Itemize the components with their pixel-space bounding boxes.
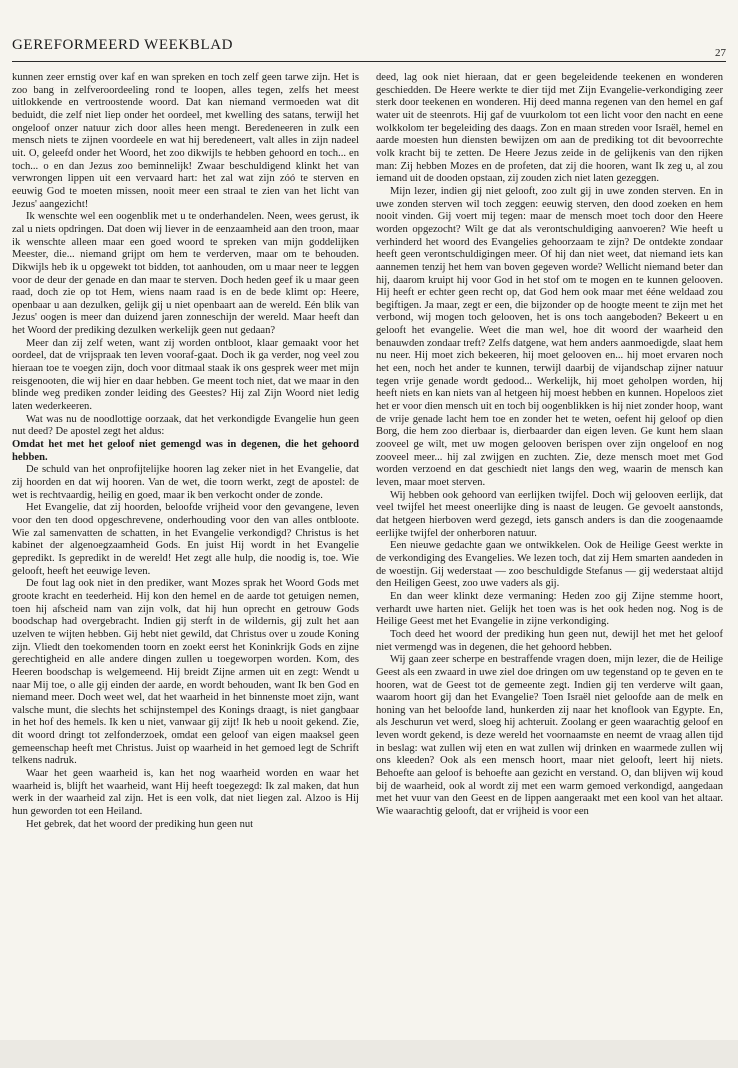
page-header: [12, 29, 726, 62]
paragraph: Een nieuwe gedachte gaan we ontwikkelen. Ook de Heilige Geest werkte in de verkondiging des Evangelies. We lezen toch, dat zij Hem smarten aandeden in de woestijn. Gij wederstaat — zoo beschuldigde Stefanus — gij wederstaat altijd den Heiligen Geest, zoo uwe vaders als gij.: [376, 540, 723, 590]
paragraph: Ik wenschte wel een oogenblik met u te onderhandelen. Neen, wees gerust, ik zal u niets opdringen. Dat doen wij liever in de eenzaamheid aan den troon, maar ik wenschte alleen maar een goed woord te spreken van mijn goddelijken Meester, die... niemand grijpt om hem te verderven, maar om te behouden. Dikwijls heb ik u opgewekt tot bidden, tot aanhouden, om u maar neer te leggen voor de deur der genade en dan maar te sterven. Doch heden geef ik u maar geen raad, doch zie op tot Hem, wiens naam raad is en de bede klimt op: Heere, openbaar u aan dezulken, gelijk gij u niet openbaart aan de wereld. Eén blik van Jezus' oogen is meer dan duizend jaren zonneschijn der wereld. Maar heeft dan het Woord der prediking dezulken werkelijk geen nut gedaan?: [12, 211, 359, 337]
right-text-column: [376, 72, 723, 1030]
paragraph: Het Evangelie, dat zij hoorden, beloofde vrijheid voor den gevangene, leven voor den ten dood opgeschrevene, onderhouding voor den van alles ontbloote. Wie zal samenvatten de schatten, in het Evangelie verkondigd? Christus is het kabinet der algenoegzaamheid Gods. En juist Hij wordt in het Evangelie gepredikt. Is gepredikt in de wereld! Het zegt alle hulp, die noodig is, toe. Wie gelooft, heeft het eeuwige leven.: [12, 502, 359, 577]
paragraph: Wij gaan zeer scherpe en bestraffende vragen doen, mijn lezer, die de Heilige Geest als een zwaard in uwe ziel doe dringen om uw tegenstand op te geven en te hooren, wat de Geest tot de gemeente zegt. Indien gij ten verderve wilt gaan, waarom hoort gij dan het Evangelie? Toen Israël niet geloofde aan de melk en honing van het beloofde land, hunkerden zij naar het knoflook van Egypte. En, als Jeschurun vet werd, sloeg hij achteruit. Zoolang er geen waarachtig geloof en leven wordt gekend, is deze wereld het voornaamste en neemt de vraag allen tijd in beslag: wat zullen wij eten en wat zullen wij drinken en waarmede zullen wij ons kleeden? Ook als een mensch hoort, maar niet gelooft, leert hij niets. Behoefte aan geloof is behoefte aan gezicht en verstand. O, dan blijven wij koud bij de waarheid, ook al wordt zij met een warm gemoed verkondigd, aangedaan met het vuur van den Geest en de lippen aangeraakt met een kool van het altaar. Wie waarachtig gelooft, dat er vrijheid is voor een: [376, 654, 723, 818]
paragraph: Het gebrek, dat het woord der prediking hun geen nut: [26, 818, 254, 830]
paragraph: deed, lag ook niet hieraan, dat er geen begeleidende teekenen en wonderen geschiedden. De Heere werkte te dier tijd met Zijn Evangelie-verkondiging zeer sterk door teekenen en wonderen. Hij deed manna regenen van den hemel en gaf water uit de steenrots. Hij gaf de vuurkolom tot een licht voor den nacht en eene wolkkolom ter begeleiding des daags. Zon en maan streden voor Israël, hemel en aarde moesten hun diensten bewijzen om aan de prediking tot dit bevoorrechte volk kracht bij te zetten. De Heere Jezus zeide in de gelijkenis van den rijken man: Zij hebben Mozes en de profeten, dat zij die hooren, want Ik zeg u, al zou iemand uit de dooden opstaan, zij zouden zich niet laten gezeggen.: [376, 72, 723, 185]
paragraph: En dan weer klinkt deze vermaning: Heden zoo gij Zijne stemme hoort, verhardt uwe harten niet. Gelijk het toen was is het ook heden nog. Nog is de Heilige Geest met het Evangelie in zijne verkondiging.: [376, 590, 723, 628]
page-number: 27: [715, 47, 726, 59]
paragraph: Wat was nu de noodlottige oorzaak, dat het verkondigde Evangelie hun geen nut deed? De apostel zegt het aldus:: [12, 413, 359, 438]
paragraph: kunnen zeer ernstig over kaf en wan spreken en toch zelf geen tarwe zijn. Het is zoo bang in zelfveroordeeling rond te loopen, alles tegen, zelfs het meest uitlokkende en vertroostende woord. Dat kan niemand vermoeden wat dit beduidt, die zelf niet liep onder het oordeel, met kwelling des satans, terwijl het ongeloof onzer natuur zich door alles heen mengt. Beredeneeren in zulk een mensch niets te zijnen voordeele en wat hij beredeneert, valt alles in zijn nadeel uit. O, geleefd onder het Woord, het zoo dikwijls te hebben gehoord en toch... en toch... o en dan Jezus zoo beminnelijk! Zwaar beschuldigend klinkt het van verwrongen lippen uit een vervaard hart: het zal wat zijn zóó te sterven en eeuwig God te moeten missen, nooit meer een straal te zien van het licht van Jezus' aangezicht!: [12, 72, 359, 210]
paragraph: Toch deed het woord der prediking hun geen nut, dewijl het met het geloof niet vermengd was in degenen, die het gehoord hebben.: [376, 628, 723, 653]
paragraph: Omdat het met het geloof niet gemengd was in degenen, die het gehoord hebben.: [12, 439, 359, 463]
left-text-column: [12, 72, 359, 1030]
page-bottom-margin: [0, 1040, 738, 1068]
paragraph: De schuld van het onprofijtelijke hooren lag zeker niet in het Evangelie, dat zij hoorden en dat wij hooren. Van de wet, die toorn werkt, zegt de apostel: de wet is rechtvaardig, heilig en goed, maar ik ben verkocht onder de zonde.: [12, 464, 359, 501]
paragraph: Meer dan zij zelf weten, want zij worden ontbloot, klaar gemaakt voor het oordeel, dat de vrijspraak ten leven vooraf-gaat. Doch ik ga verder, nog veel zou hieraan toe te voegen zijn, doch voor ditmaal staak ik ons gesprek weer met mijn reisgenooten, die wij hier en daar hebben. Ge meent toch niet, dat we maar in den blinde weg prediken zonder leiding des Geestes? Hij zal Zijn Woord niet ledig laten wederkeeren.: [12, 337, 359, 413]
paragraph: Wij hebben ook gehoord van eerlijken twijfel. Doch wij gelooven eerlijk, dat veel twijfel het meest oneerlijke ding is naast de leugen. Ge gevoelt aanstonds, dat hetgeen hierboven werd gezegd, iets gansch anders is dan die zoogenaamde eerlijke twijfel der onherboren natuur.: [376, 489, 723, 539]
publication-title: GEREFORMEERD WEEKBLAD: [12, 37, 234, 53]
paragraph: Mijn lezer, indien gij niet gelooft, zoo zult gij in uwe zonden sterven. En in uwe zonden sterven wil toch zeggen: eeuwig sterven, den dood zoeken en hem nooit vinden. Gij voert mij tegen: maar de mensch moet toch door den Heere worden opgezocht? Wilt ge dat als verontschuldiging aanvoeren? Wie heeft u verhinderd het woord des Evangelies gehoorzaam te zijn? De ontdekte zondaar heeft geen verontschuldigingen meer. Of hij dan niet weet, dat niemand iets kan aannemen tenzij het hem van boven gegeven worde? Wellicht niemand beter dan hij, daarom kruipt hij voor God in het stof om te mogen en te kunnen gelooven. Hij heeft er echter geen recht op, dat God hem ook maar met ééne weldaad zou begiftigen. Ja maar, zegt er een, die bijzonder op de hoogte meent te zijn met het verbond, wij mogen toch gelooven, het is ons toch aangeboden? Bekeert u en gelooft het evangelie. Weet die man wel, hoe dit woord der waarheid den benauwden zondaar treft? Zelfs datgene, wat hem anders aanmoedigde, slaat hem nu neer. Hij moet zich bekeeren, hij moet gelooven en... hij moet ervaren noch het een, noch het ander te kunnen, terwijl daarbij de vijandschap zijner natuur tegen vrije genade wordt gedood... Werkelijk, hij moet geholpen worden, hij heeft niets en kan niets van al hetgeen hij moest hebben en kunnen. Hopeloos ziet het er voor dien mensch uit en toch bij oogenblikken is hij niet zonder hoop, want de vrije genade lacht hem toe en zonder het te weten, oefent hij geloof op dien Borg, die hem zoo dierbaar is, dierbaarder dan eigen leven. Ge kunt hem slaan zooveel ge wilt, met uw mogen gelooven berispen over zijn ongeloof en nog zooveel meer... hij zal zwijgen en zuchten. Zie, deze mensch moet met God worden verzoend en dat geschiedt niet langs den weg, waarin de mensch kan leven, maar moet sterven.: [376, 185, 723, 488]
paragraph: Waar het geen waarheid is, kan het nog waarheid worden en waar het waarheid is, blijft het waarheid, want Hij heeft toegezegd: Ik zal maken, dat hun werk in der waarheid zal zijn. Het is een volk, dat niet liegen zal. Alzoo is Hij hun geworden tot een Heiland.: [12, 768, 359, 818]
paragraph: De fout lag ook niet in den prediker, want Mozes sprak het Woord Gods met groote kracht en teederheid. Hij kon den hemel en de aarde tot getuigen nemen, toen hij afscheid nam van zijn volk, dat hij hun oprecht en getrouw Gods boodschap had overgebracht. Indien gij sterft in de wildernis, gij zult het aan uzelven te wijten hebben. Gij hebt niet gewild, dat Christus over u zoude Koning zijn. Vliedt den toekomenden toorn en zoekt eerst het Koninkrijk Gods en zijne gerechtigheid en alle andere dingen zullen u toegeworpen worden. Kom, des Heeren boodschap is welgemeend. Hij breidt Zijne armen uit en zegt: Wendt u naar Mij toe, o alle gij einden der aarde, en wordt behouden, want Ik ben God en niemand meer. Doch weet wel, dat het waarheid in het binnenste moet zijn, want valsche munt, die slechts het schijnstempel des Konings draagt, is niet gangbaar in het hof des hemels. Ik ken u niet, vanwaar gij zijt! Ik heb u nooit gekend. Zie, dit woord dringt tot zelfonderzoek, omdat een geloof van eigen maaksel geen gemeenschap heeft met Christus. Juist op waarheid in het gemoed legt de Schrift telkens nadruk.: [12, 578, 359, 767]
